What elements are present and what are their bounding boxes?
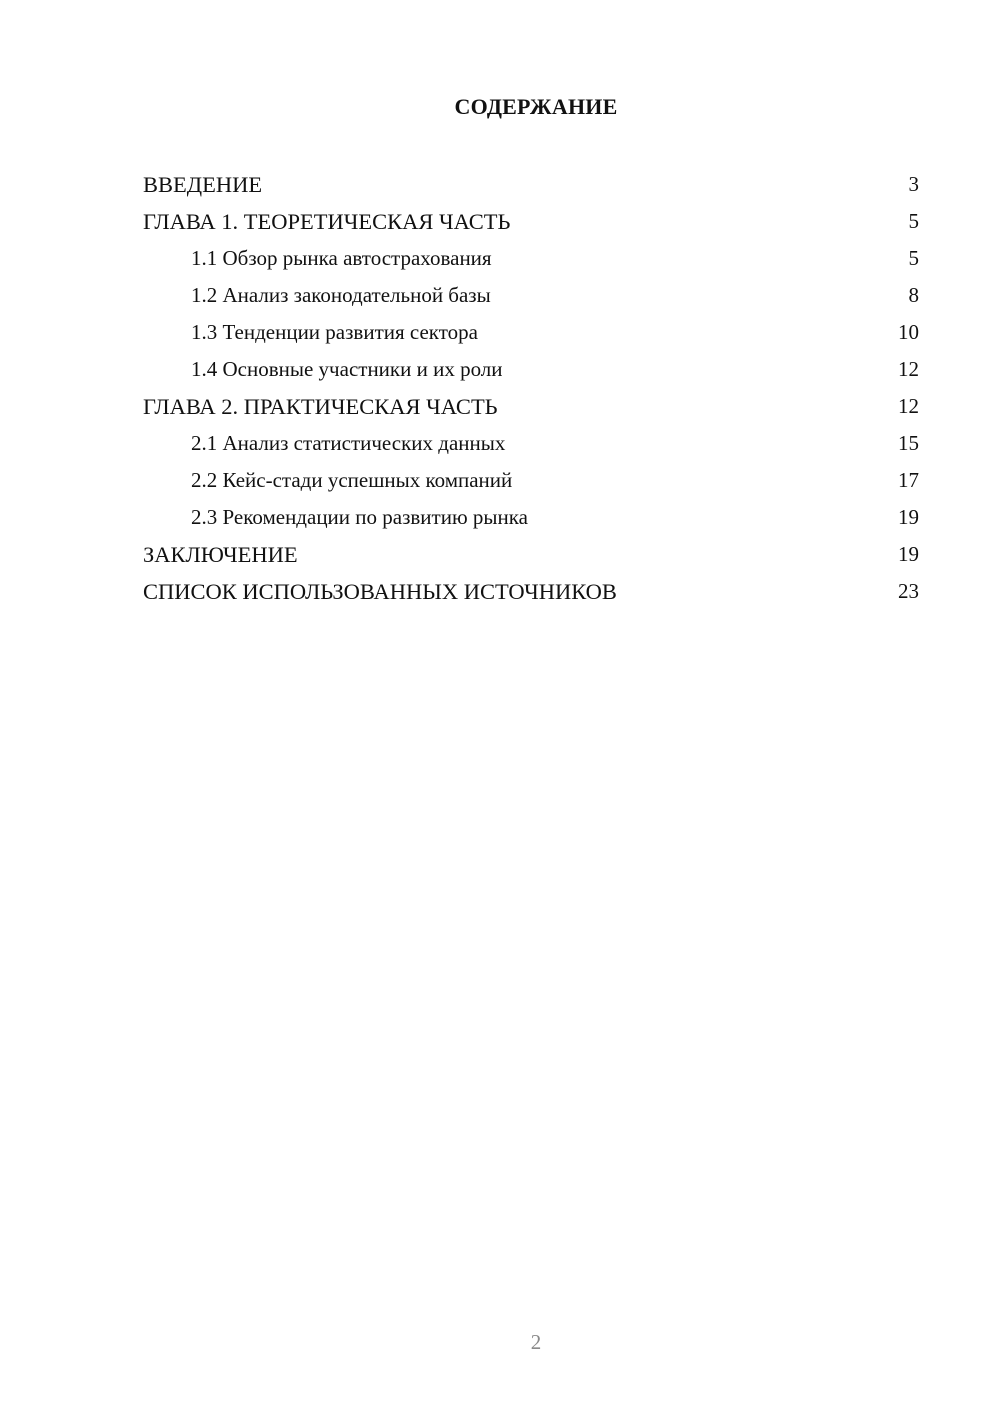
toc-entry-page: 8 — [908, 283, 919, 307]
toc-entry-section-2-1[interactable] — [143, 425, 919, 462]
toc-entry-page: 19 — [898, 505, 919, 529]
toc-entry-label: ВВЕДЕНИЕ — [143, 172, 263, 197]
toc-entry-chapter-1[interactable] — [143, 203, 919, 240]
toc-entry-page: 3 — [908, 172, 919, 196]
toc-entry-label: 1.3 Тенденции развития сектора — [191, 320, 478, 344]
toc-entry-label: ГЛАВА 2. ПРАКТИЧЕСКАЯ ЧАСТЬ — [143, 394, 498, 419]
toc-entry-section-2-3[interactable] — [143, 499, 919, 536]
toc-entry-label: 2.3 Рекомендации по развитию рынка — [191, 505, 528, 529]
toc-entry-chapter-2[interactable] — [143, 388, 919, 425]
toc-entry-section-1-4[interactable] — [143, 351, 919, 388]
toc-entry-page: 10 — [898, 320, 919, 344]
toc-entry-page: 12 — [898, 394, 919, 418]
toc-entry-label: 2.2 Кейс-стади успешных компаний — [191, 468, 513, 492]
toc-entry-section-1-2[interactable] — [143, 277, 919, 314]
toc-entry-label: СПИСОК ИСПОЛЬЗОВАННЫХ ИСТОЧНИКОВ — [143, 579, 617, 604]
toc-entry-label: ЗАКЛЮЧЕНИЕ — [143, 542, 298, 567]
toc-entry-label: ГЛАВА 1. ТЕОРЕТИЧЕСКАЯ ЧАСТЬ — [143, 209, 511, 234]
toc-entry-section-1-1[interactable] — [143, 240, 919, 277]
toc-entry-label: 2.1 Анализ статистических данных — [191, 431, 506, 455]
toc-entry-page: 15 — [898, 431, 919, 455]
toc-entry-label: 1.1 Обзор рынка автострахования — [191, 246, 492, 270]
toc-entry-conclusion[interactable] — [143, 536, 919, 573]
toc-entry-label: 1.4 Основные участники и их роли — [191, 357, 503, 381]
toc-entry-section-2-2[interactable] — [143, 462, 919, 499]
toc-entry-page: 12 — [898, 357, 919, 381]
toc-entry-references[interactable] — [143, 573, 919, 610]
toc-entry-page: 5 — [908, 209, 919, 233]
toc-entry-label: 1.2 Анализ законодательной базы — [191, 283, 491, 307]
toc-entry-introduction[interactable] — [143, 166, 919, 203]
toc-entry-page: 19 — [898, 542, 919, 566]
toc-entry-page: 23 — [898, 579, 919, 603]
toc-entry-page: 5 — [908, 246, 919, 270]
table-of-contents — [143, 166, 919, 610]
page-number: 2 — [530, 1330, 542, 1354]
toc-entry-section-1-3[interactable] — [143, 314, 919, 351]
toc-entry-page: 17 — [898, 468, 919, 492]
page-title: СОДЕРЖАНИЕ — [454, 94, 618, 119]
